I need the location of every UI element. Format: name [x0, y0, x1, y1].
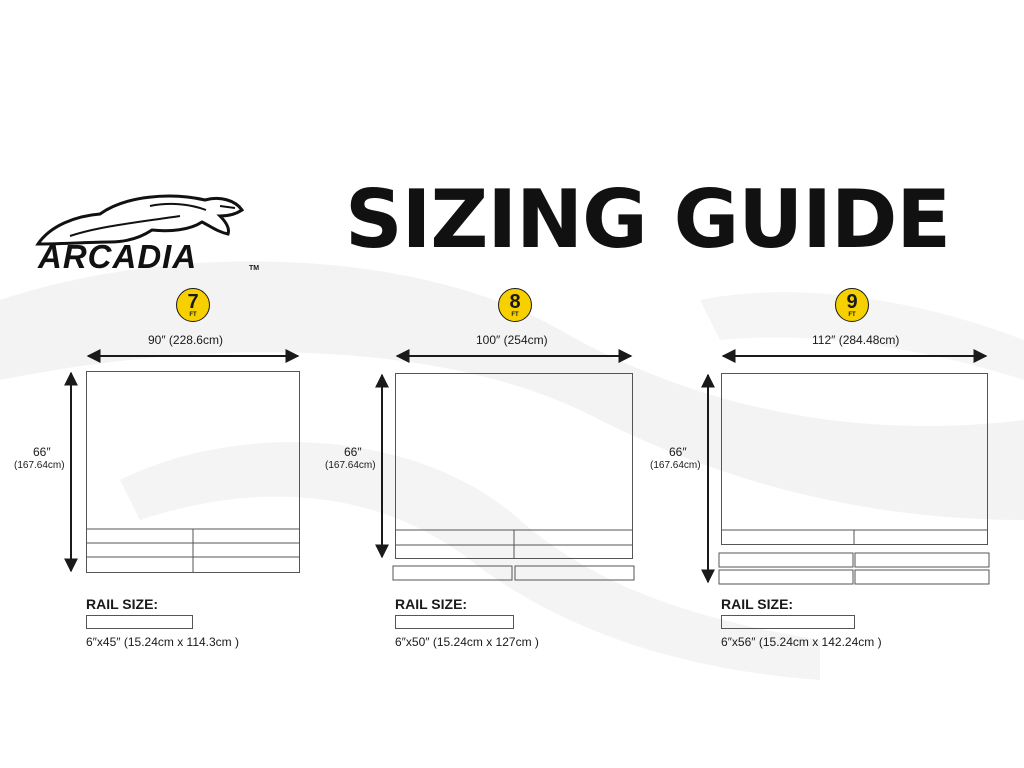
size-unit: FT [511, 312, 519, 318]
size-number: 8 [509, 291, 521, 313]
rail-size-value-8ft: 6″x50″ (15.24cm x 127cm ) [395, 635, 539, 649]
height-cm-label-9ft: (167.64cm) [650, 460, 701, 471]
size-number: 7 [187, 291, 199, 313]
brand-logo-text: ARCADIA [38, 238, 198, 275]
size-number: 9 [846, 291, 858, 313]
height-cm-label-7ft: (167.64cm) [14, 460, 65, 471]
size-unit: FT [189, 312, 197, 318]
height-label-8ft: 66″ [344, 445, 362, 459]
height-cm-label-8ft: (167.64cm) [325, 460, 376, 471]
size-unit: FT [848, 312, 856, 318]
height-label-7ft: 66″ [33, 445, 51, 459]
width-label-7ft: 90″ (228.6cm) [148, 333, 223, 347]
rail-size-value-7ft: 6″x45″ (15.24cm x 114.3cm ) [86, 635, 240, 649]
rail-size-title-9ft: RAIL SIZE: [721, 596, 794, 612]
rail-size-title-8ft: RAIL SIZE: [395, 596, 468, 612]
width-label-8ft: 100″ (254cm) [476, 333, 548, 347]
width-label-9ft: 112″ (284.48cm) [812, 333, 900, 347]
rail-size-value-9ft: 6″x56″ (15.24cm x 142.24cm ) [721, 635, 882, 649]
page-title: SIZING GUIDE [345, 173, 951, 266]
rail-lines-7ft [86, 529, 300, 573]
rail-lines-8ft [393, 530, 634, 580]
rail-lines-9ft [719, 530, 989, 584]
rail-size-title-7ft: RAIL SIZE: [86, 596, 159, 612]
trademark-mark: TM [249, 265, 260, 272]
height-label-9ft: 66″ [669, 445, 687, 459]
